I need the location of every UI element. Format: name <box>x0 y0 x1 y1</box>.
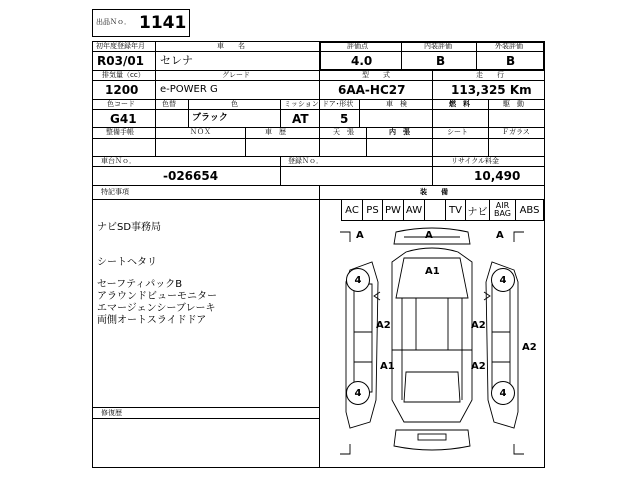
model-code-value: 6AA-HC27 <box>338 83 406 97</box>
tire-rear-left: 4 <box>346 381 370 405</box>
model-code-label: 型 式 <box>362 71 390 79</box>
displacement-value: 1200 <box>105 83 139 97</box>
grade-value: e-POWER G <box>160 84 218 95</box>
interior-grade-label: 内装評価 <box>424 42 452 50</box>
note-line: 両側オートスライドドア <box>97 315 207 326</box>
drive-label: 駆 動 <box>503 100 524 108</box>
note-line: アラウンドビューモニター <box>97 291 217 302</box>
color-change-label: 色替 <box>162 100 176 108</box>
service-record-label: 整備手帳 <box>106 128 134 136</box>
lot-number-label: 出品Ｎｏ． <box>96 18 131 26</box>
first-registration-label: 初年度登録年月 <box>96 42 145 50</box>
damage-mark: A2 <box>471 361 486 372</box>
seat-label: シート <box>447 128 468 136</box>
registration-number-label: 登録Ｎｏ． <box>288 157 323 165</box>
fuel-label: 燃 料 <box>449 100 470 108</box>
equipment-abs: ABS <box>515 199 544 221</box>
equipment-navi: ナビ <box>465 199 490 221</box>
equipment-ps: PS <box>362 199 383 221</box>
equipment-aw: AW <box>403 199 425 221</box>
recycle-fee-label: リサイクル料金 <box>451 157 500 165</box>
car-name-label: 車 名 <box>217 42 245 50</box>
chassis-number-label: 車台Ｎｏ． <box>101 157 136 165</box>
damage-mark: A <box>425 230 433 241</box>
equipment-blank <box>424 199 446 221</box>
color-label: 色 <box>231 100 238 108</box>
transmission-value: AT <box>292 112 309 126</box>
chassis-number-value: -026654 <box>163 169 219 183</box>
first-registration-value: R03/01 <box>97 54 145 68</box>
interior-trim-label: 内 張 <box>389 128 410 136</box>
notes-header: 特記事項 <box>101 188 129 196</box>
equipment-tv: TV <box>445 199 466 221</box>
damage-mark: A2 <box>471 320 486 331</box>
mileage-value: 113,325 Km <box>451 83 532 97</box>
damage-mark: A2 <box>522 342 537 353</box>
color-value: ブラック <box>192 113 228 123</box>
score-label: 評価点 <box>347 42 368 50</box>
car-name-value: セレナ <box>160 54 193 67</box>
damage-mark: A1 <box>380 361 395 372</box>
grade-label: グレード <box>222 71 250 79</box>
lot-number-box <box>92 9 190 37</box>
note-line: シートヘタリ <box>97 257 157 268</box>
recycle-fee-value: 10,490 <box>474 169 521 183</box>
exterior-grade-label: 外装評価 <box>495 42 523 50</box>
note-line: ナビSD事務局 <box>97 222 162 233</box>
interior-grade-value: B <box>436 54 446 68</box>
score-value: 4.0 <box>351 54 373 68</box>
front-glass-label: Ｆガラス <box>502 128 530 136</box>
equipment-header: 装 備 <box>420 188 448 196</box>
car-damage-diagram <box>320 222 544 467</box>
nox-label: ＮＯＸ <box>190 128 211 136</box>
equipment-ac: AC <box>341 199 363 221</box>
doors-value: 5 <box>340 112 349 126</box>
damage-mark: A1 <box>425 266 440 277</box>
equipment-pw: PW <box>382 199 404 221</box>
note-line: エマージェンシーブレーキ <box>97 303 216 314</box>
repair-history-label: 修復歴 <box>101 409 122 417</box>
color-code-value: G41 <box>110 112 137 126</box>
damage-mark: A2 <box>376 320 391 331</box>
equipment-airbag: AIR BAG <box>489 199 516 221</box>
headliner-label: 天 張 <box>333 128 354 136</box>
transmission-label: ミッション <box>284 100 319 108</box>
mileage-label: 走 行 <box>476 71 504 79</box>
tire-front-right: 4 <box>491 268 515 292</box>
displacement-label: 排気量（cc） <box>102 71 145 79</box>
vehicle-history-label: 車 歴 <box>265 128 286 136</box>
note-line: セーフティパックB <box>97 279 183 290</box>
doors-label: ドア･形状 <box>322 100 354 108</box>
exterior-grade-value: B <box>506 54 516 68</box>
tire-rear-right: 4 <box>491 381 515 405</box>
color-code-label: 色コード <box>107 100 135 108</box>
lot-number: 1141 <box>139 13 187 33</box>
damage-mark: A <box>496 230 504 241</box>
tire-front-left: 4 <box>346 268 370 292</box>
damage-mark: A <box>356 230 364 241</box>
inspection-label: 車 検 <box>386 100 407 108</box>
